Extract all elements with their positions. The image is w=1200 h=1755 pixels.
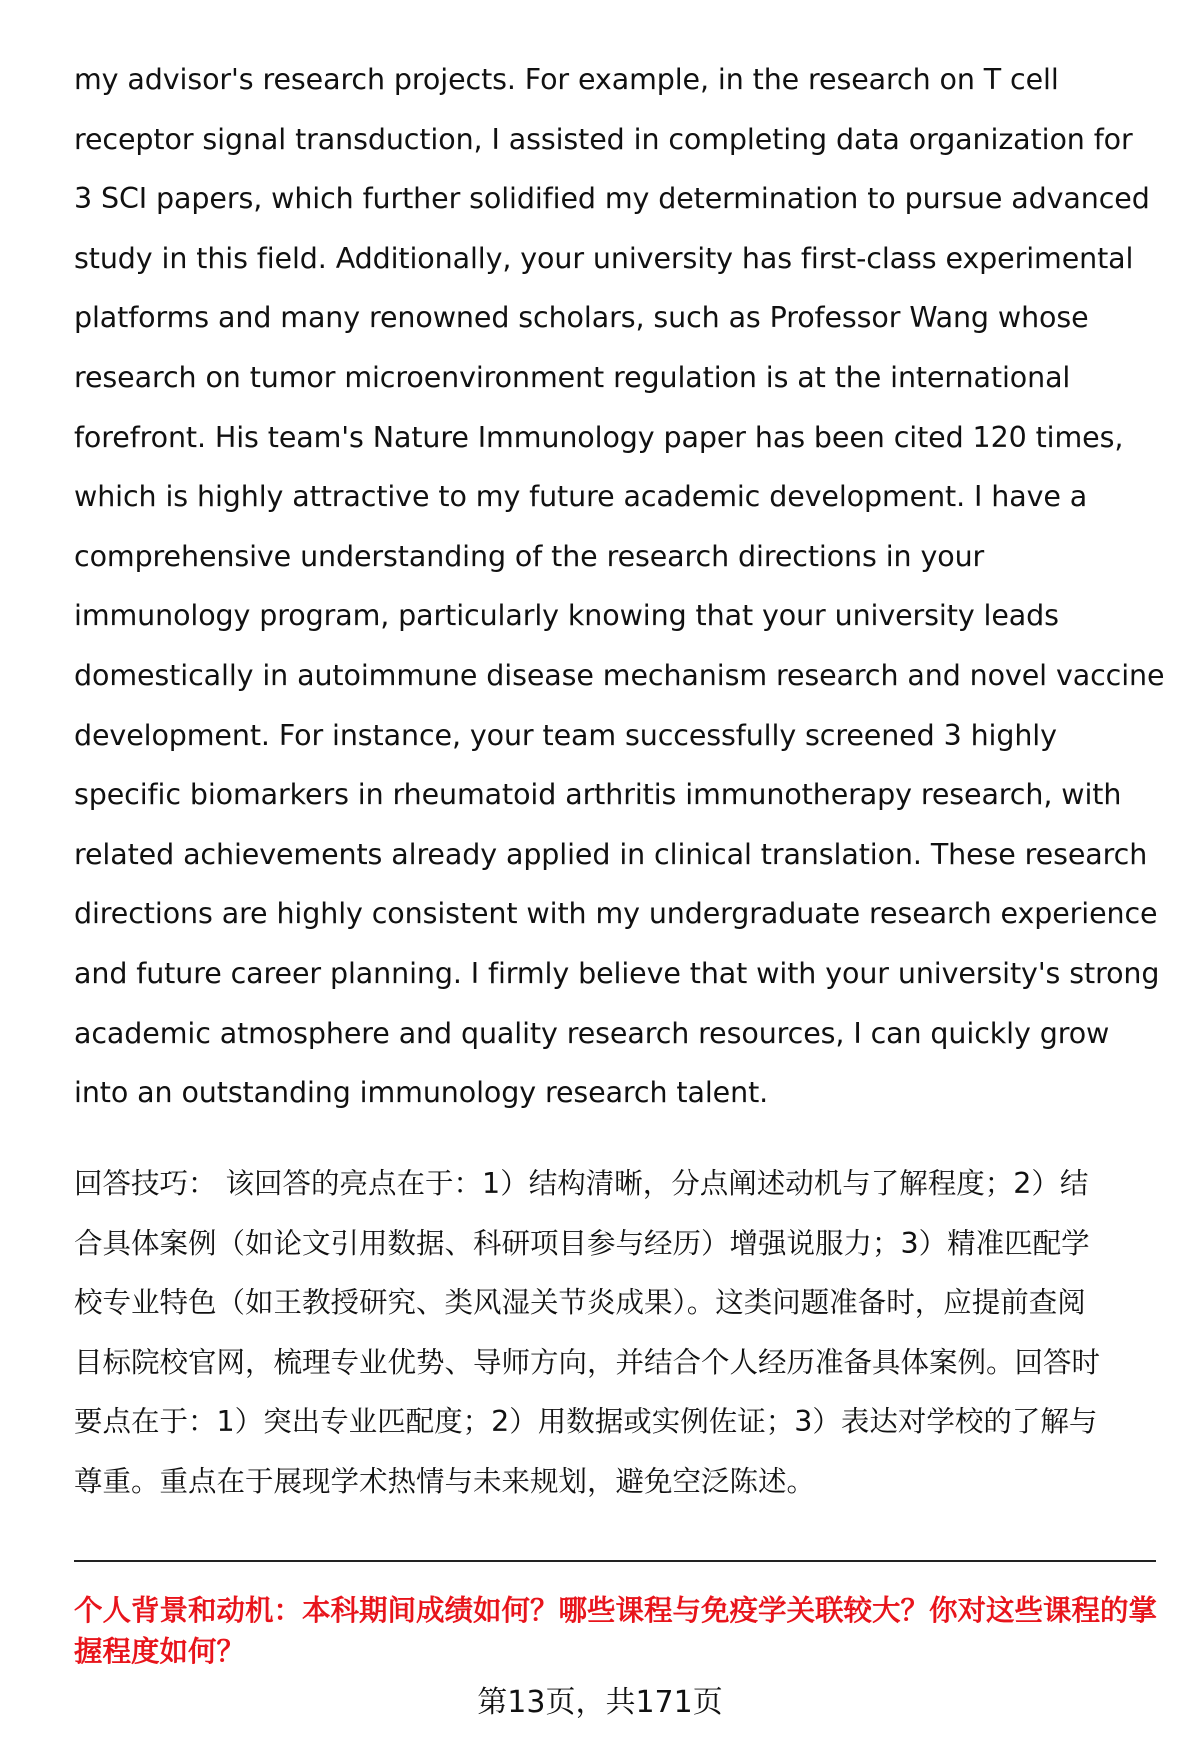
text-line: and future career planning. I firmly believe that with your university's strong	[74, 956, 1160, 990]
text-line: 尊重。重点在于展现学术热情与未来规划，避免空泛陈述。	[74, 1464, 816, 1498]
text-line: immunology program, particularly knowing that your university leads	[74, 599, 1059, 633]
text-line: directions are highly consistent with my undergraduate research experience	[74, 897, 1158, 931]
text-line: related achievements already applied in clinical translation. These research	[74, 837, 1148, 871]
page-number: 第13页，共171页	[477, 1685, 723, 1720]
text-line: which is highly attractive to my future academic development. I have a	[74, 480, 1088, 514]
text-line: receptor signal transduction, I assisted in completing data organization for	[74, 122, 1133, 156]
divider	[74, 1560, 1156, 1562]
text-line: 3 SCI papers, which further solidified my determination to pursue advanced	[74, 182, 1150, 216]
answer-paragraph	[74, 56, 1184, 1129]
next-question-heading: 个人背景和动机：本科期间成绩如何？哪些课程与免疫学关联较大？你对这些课程的掌握程度如何？	[74, 1594, 1158, 1668]
text-line: development. For instance, your team successfully screened 3 highly	[74, 718, 1057, 752]
answer-tips	[74, 1160, 1174, 1518]
text-line: research on tumor microenvironment regulation is at the international	[74, 360, 1071, 394]
text-line: 回答技巧： 该回答的亮点在于：1）结构清晰，分点阐述动机与了解程度；2）结	[74, 1167, 1089, 1200]
text-line: into an outstanding immunology research talent.	[74, 1076, 769, 1110]
text-line: comprehensive understanding of the research directions in your	[74, 539, 985, 573]
text-line: my advisor's research projects. For example, in the research on T cell	[74, 63, 1059, 96]
text-line: forefront. His team's Nature Immunology paper has been cited 120 times,	[74, 420, 1124, 454]
text-line: platforms and many renowned scholars, such as Professor Wang whose	[74, 301, 1089, 335]
text-line: study in this field. Additionally, your university has first-class experimental	[74, 241, 1134, 275]
text-line: domestically in autoimmune disease mechanism research and novel vaccine	[74, 658, 1165, 692]
text-line: specific biomarkers in rheumatoid arthritis immunotherapy research, with	[74, 778, 1122, 812]
text-line: 合具体案例（如论文引用数据、科研项目参与经历）增强说服力；3）精准匹配学	[74, 1226, 1090, 1260]
text-line: 目标院校官网，梳理专业优势、导师方向，并结合个人经历准备具体案例。回答时	[74, 1345, 1101, 1379]
text-line: 要点在于：1）突出专业匹配度；2）用数据或实例佐证；3）表达对学校的了解与	[74, 1405, 1098, 1439]
text-line: academic atmosphere and quality research resources, I can quickly grow	[74, 1016, 1110, 1050]
text-line: 校专业特色（如王教授研究、类风湿关节炎成果）。这类问题准备时，应提前查阅	[74, 1286, 1086, 1320]
